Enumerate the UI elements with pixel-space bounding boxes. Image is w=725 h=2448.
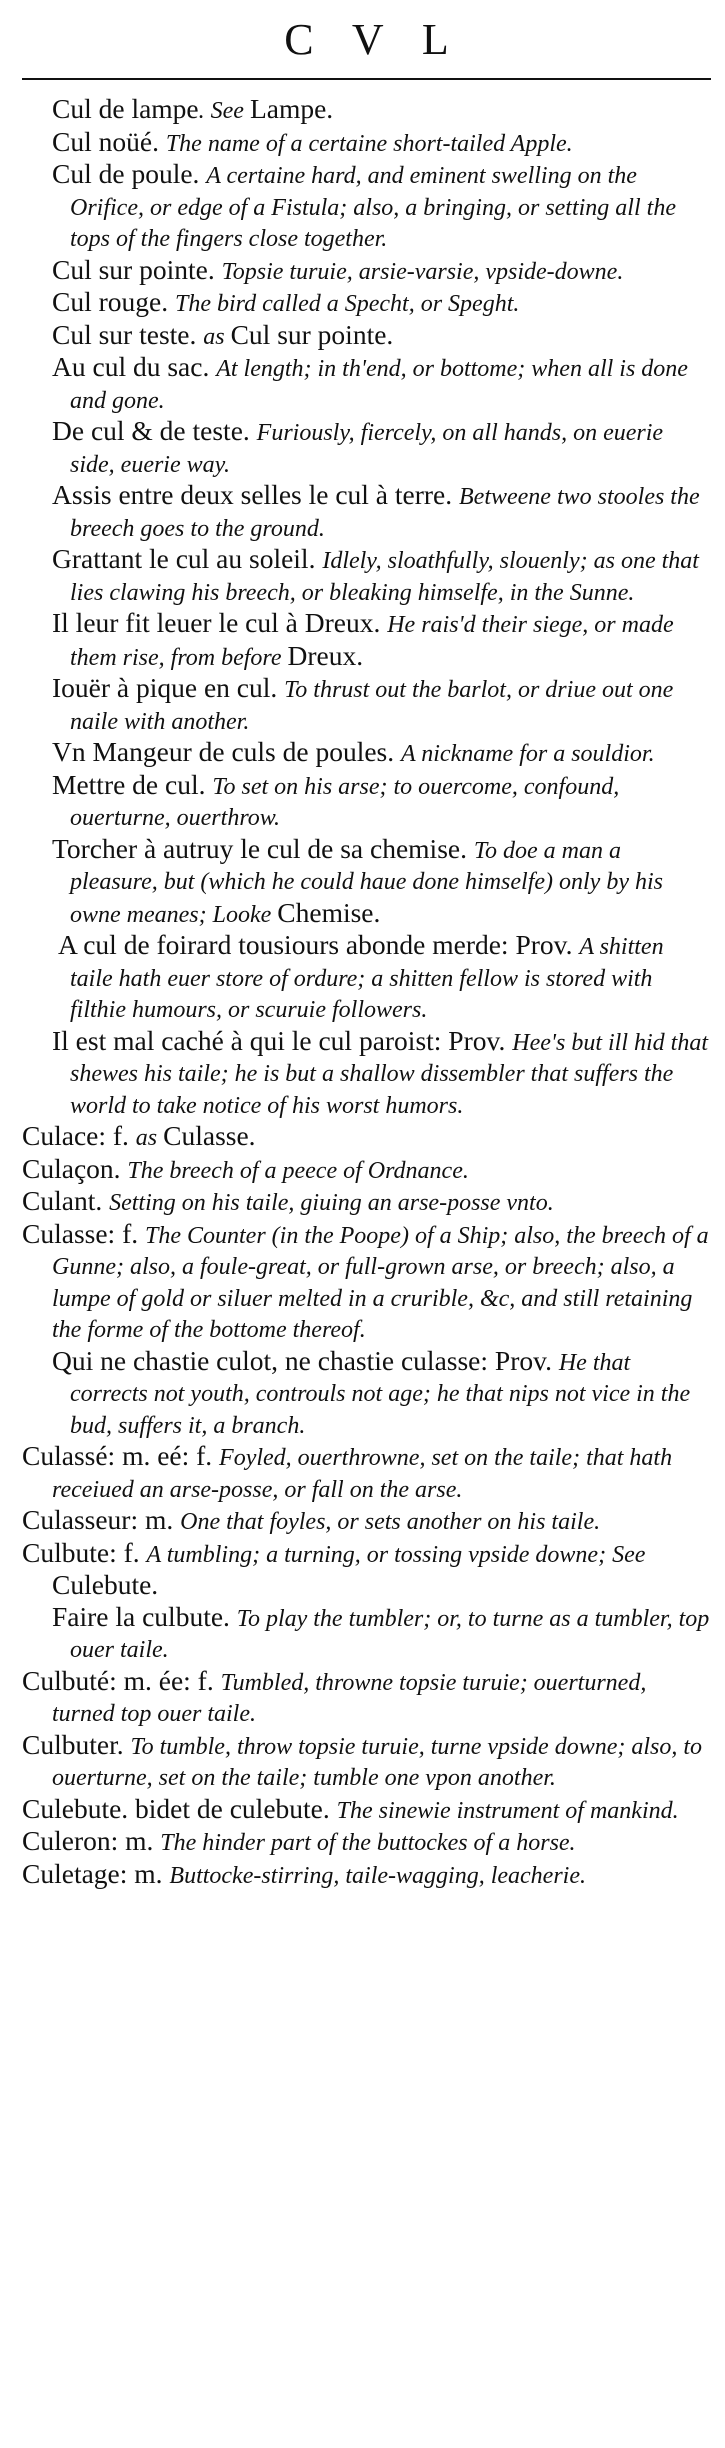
dictionary-entry xyxy=(22,94,711,127)
entry-definition: Hee's but ill hid that shewes his taile; he is but a shallow dissembler that suffers the world to take notice of his worst humors. xyxy=(70,1029,709,1119)
entry-definition: Idlely, sloathfully, slouenly; as one that lies clawing his breech, or bleaking himselfe, in the Sunne. xyxy=(70,548,699,606)
dictionary-entry xyxy=(22,1794,711,1827)
entry-definition: To doe a man a pleasure, but (which he could haue done himselfe) only by his owne meanes; Looke xyxy=(70,837,663,928)
entry-headword: Grattant le cul au soleil. xyxy=(52,543,323,574)
entry-definition: Setting on his taile, giuing an arse-posse vnto. xyxy=(109,1190,554,1216)
entry-definition: To thrust out the barlot, or driue out one naile with another. xyxy=(70,677,674,735)
dictionary-entry xyxy=(22,1346,711,1442)
entry-definition: . See xyxy=(198,98,250,124)
entry-headword: Culbuter. xyxy=(22,1728,131,1760)
dictionary-entry xyxy=(22,770,711,834)
entry-definition: The bird called a Specht, or Speght. xyxy=(174,291,520,317)
dictionary-entry xyxy=(22,1602,711,1666)
entry-headword: Il est mal caché à qui le cul paroist: Prov. xyxy=(52,1024,513,1056)
dictionary-entry xyxy=(22,480,711,544)
entry-headword: Cul de poule. xyxy=(52,158,207,189)
entry-headword: Cul rouge. xyxy=(52,286,175,317)
entry-headword: Culeron: m. xyxy=(22,1825,161,1856)
dictionary-entry xyxy=(22,1826,711,1859)
entry-headword: Culetage: m. xyxy=(22,1857,170,1889)
entry-definition: as xyxy=(135,1125,164,1151)
entry-definition: Tumbled, throwne topsie turuie; ouerturned, turned top ouer taile. xyxy=(52,1669,647,1727)
entry-definition: Topsie turuie, arsie-varsie, vpside-downe. xyxy=(221,258,624,285)
dictionary-entry xyxy=(22,320,711,353)
dictionary-entry xyxy=(22,1121,711,1154)
entry-headword: Torcher à autruy le cul de sa chemise. xyxy=(52,832,474,864)
entry-headword: Culasse. xyxy=(163,1120,256,1151)
entry-headword: Assis entre deux selles le cul à terre. xyxy=(52,479,460,510)
dictionary-entry xyxy=(22,1730,711,1794)
entry-definition: The breech of a peece of Ordnance. xyxy=(127,1157,469,1184)
dictionary-entry xyxy=(22,737,711,770)
entry-definition: Buttocke-stirring, taile-wagging, leacherie. xyxy=(169,1862,586,1889)
entry-headword: Lampe. xyxy=(249,93,334,124)
dictionary-entry xyxy=(22,1538,711,1602)
entry-headword: Culassé: m. eé: f. xyxy=(22,1440,220,1471)
entry-headword: Cul sur teste. xyxy=(52,318,204,350)
entry-headword: Au cul du sac. xyxy=(52,351,217,382)
entry-definition: The sinewie instrument of mankind. xyxy=(336,1797,679,1824)
entry-headword: Cul noüé. xyxy=(52,125,166,157)
entry-headword: Cul de lampe xyxy=(52,93,199,124)
entry-definition: A tumbling; a turning, or tossing vpside downe; See xyxy=(146,1541,646,1568)
header-rule xyxy=(22,78,711,80)
entry-headword: Culasseur: m. xyxy=(22,1504,181,1535)
entry-headword: Culebute. xyxy=(52,1569,159,1600)
entry-headword: Faire la culbute. xyxy=(52,1600,237,1632)
dictionary-entry xyxy=(22,159,711,255)
entry-definition: To play the tumbler; or, to turne as a tumbler, top ouer taile. xyxy=(70,1605,710,1663)
entry-headword: Qui ne chastie culot, ne chastie culasse: Prov. xyxy=(52,1344,559,1376)
entry-definition: One that foyles, or sets another on his taile. xyxy=(180,1509,601,1535)
dictionary-entry xyxy=(22,352,711,416)
dictionary-entry xyxy=(22,1666,711,1730)
dictionary-entry xyxy=(22,544,711,608)
dictionary-entry xyxy=(22,416,711,480)
dictionary-entry xyxy=(22,255,711,288)
entry-headword: Culebute. bidet de culebute. xyxy=(22,1792,337,1824)
dictionary-entry xyxy=(22,1441,711,1505)
entry-headword: Mettre de cul. xyxy=(52,768,213,800)
entry-definition: A certaine hard, and eminent swelling on the Orifice, or edge of a Fistula; also, a bringing, or setting all the tops of the fingers close together. xyxy=(70,163,676,252)
dictionary-entry xyxy=(22,127,711,160)
entry-definition: He that corrects not youth, controuls not age; he that nips not vice in the bud, suffers it, a branch. xyxy=(70,1349,691,1439)
entry-definition: as xyxy=(203,323,231,350)
entry-headword: Culant. xyxy=(22,1185,110,1216)
entry-headword: Chemise. xyxy=(277,896,381,928)
entry-definition: The name of a certaine short-tailed Apple. xyxy=(165,130,573,157)
entry-headword: Cul sur pointe. xyxy=(230,318,394,350)
entry-definition: A nickname for a souldior. xyxy=(401,741,655,767)
dictionary-entry xyxy=(22,673,711,737)
entry-definition: At length; in th'end, or bottome; when all is done and gone. xyxy=(70,356,688,414)
entry-definition: Foyled, ouerthrowne, set on the taile; that hath receiued an arse-posse, or fall on the arse. xyxy=(52,1445,673,1503)
entry-headword: Culbuté: m. ée: f. xyxy=(22,1664,221,1696)
dictionary-entry xyxy=(22,1186,711,1219)
dictionary-entry xyxy=(22,1859,711,1892)
entry-headword: Cul sur pointe. xyxy=(52,253,222,285)
entry-definition: Furiously, fiercely, on all hands, on euerie side, euerie way. xyxy=(70,420,664,478)
dictionary-entry xyxy=(22,287,711,320)
entry-headword: A cul de foirard tousiours abonde merde: Prov. xyxy=(58,929,580,960)
dictionary-entry xyxy=(22,1505,711,1538)
dictionary-entry xyxy=(22,1154,711,1187)
entry-headword: Iouër à pique en cul. xyxy=(52,672,285,703)
entry-headword: Culace: f. xyxy=(22,1120,136,1151)
dictionary-entry xyxy=(22,1026,711,1122)
entry-headword: Culbute: f. xyxy=(22,1536,147,1568)
entry-definition: The Counter (in the Poope) of a Ship; also, the breech of a Gunne; also, a foule-great, or full-grown arse, or breech; also, a lumpe of gold or siluer melted in a crurible, &c, and still retaining the forme of the bottome thereof. xyxy=(52,1222,709,1343)
entry-headword: Culasse: f. xyxy=(22,1217,145,1249)
entry-definition: Betweene two stooles the breech goes to the ground. xyxy=(70,484,700,542)
entry-headword: Il leur fit leuer le cul à Dreux. xyxy=(52,607,388,638)
dictionary-entry xyxy=(22,1219,711,1346)
entry-headword: Culaçon. xyxy=(22,1152,128,1184)
dictionary-entry xyxy=(22,930,711,1026)
entry-definition: The hinder part of the buttockes of a horse. xyxy=(160,1830,576,1856)
entry-headword: Dreux. xyxy=(287,639,364,671)
page-header: C V L xyxy=(284,15,463,64)
entry-headword: De cul & de teste. xyxy=(52,415,257,446)
entry-list xyxy=(22,94,711,1891)
dictionary-entry xyxy=(22,834,711,931)
entry-headword: Vn Mangeur de culs de poules. xyxy=(52,736,402,767)
entry-definition: To tumble, throw topsie turuie, turne vpside downe; also, to ouerturne, set on the taile; tumble one vpon another. xyxy=(52,1733,703,1791)
entry-definition: To set on his arse; to ouercome, confound, ouerturne, ouerthrow. xyxy=(70,773,620,831)
entry-definition: A shitten taile hath euer store of ordure; a shitten fellow is stored with filthie humours, or scuruie followers. xyxy=(70,934,664,1023)
entry-definition: He rais'd their siege, or made them rise, from before xyxy=(70,612,674,671)
dictionary-entry xyxy=(22,608,711,673)
